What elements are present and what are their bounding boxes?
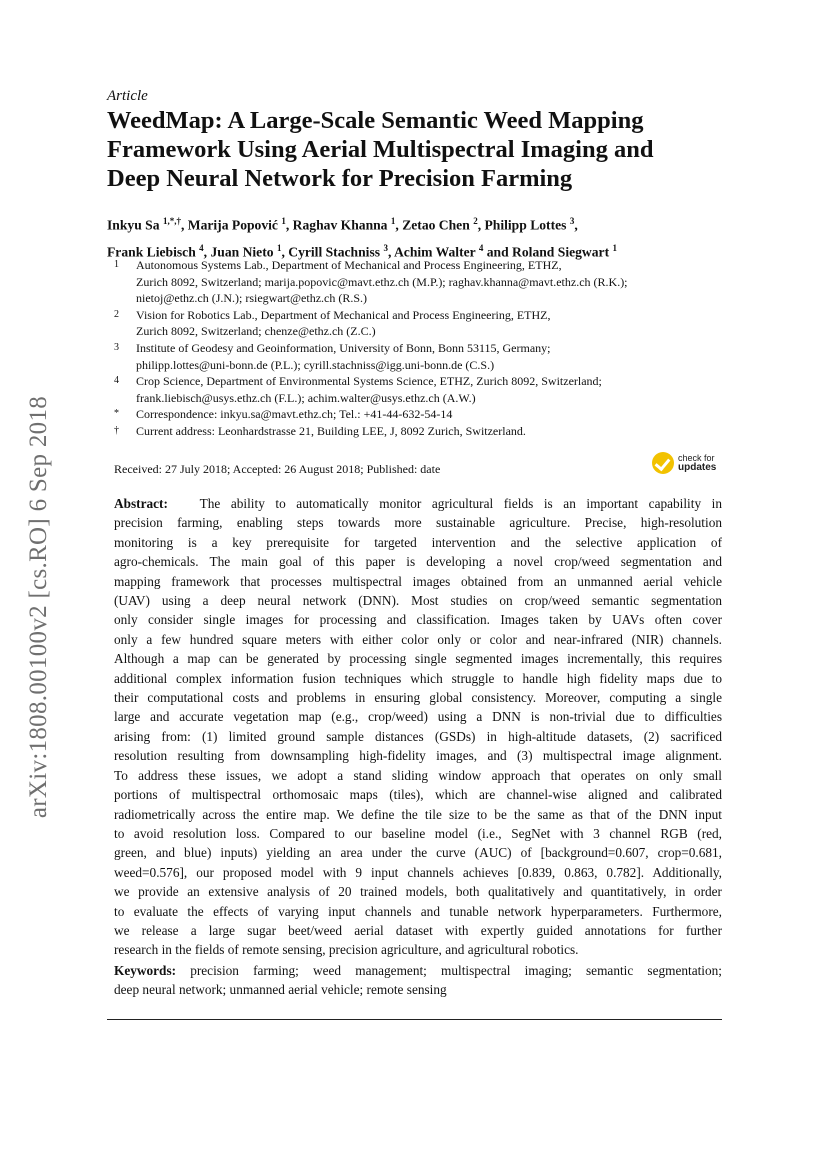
article-type-label: Article <box>107 88 148 104</box>
author-name: Marija Popović <box>187 217 278 233</box>
affiliation-mark: 3 <box>114 341 119 353</box>
author-name: Frank Liebisch <box>107 244 196 260</box>
affiliation-line: Crop Science, Department of Environmental Systems Science, ETHZ, Zurich 8092, Switzerland; <box>136 374 602 389</box>
affiliation-line: Zurich 8092, Switzerland; chenze@ethz.ch (Z.C.) <box>136 324 376 339</box>
abstract-line <box>114 805 722 824</box>
affiliation-mark: 1 <box>114 259 119 270</box>
author-name: Achim Walter <box>393 244 476 260</box>
abstract-text: radiometrically across the entire map. We define the tile size to be the same as that of the DNN input <box>114 806 722 822</box>
author-name: Inkyu Sa <box>107 217 160 233</box>
abstract-line <box>114 707 722 726</box>
affiliation-item <box>114 307 724 340</box>
check-for-updates-text <box>678 453 716 473</box>
author-affiliation-mark: 2 <box>473 216 478 226</box>
abstract-line <box>114 533 722 552</box>
author-affiliation-mark: 4 <box>199 242 204 253</box>
abstract-label: Abstract: <box>114 496 168 511</box>
abstract-text: The ability to automatically monitor agricultural fields is an important capability in <box>199 496 722 511</box>
affiliation-line: nietoj@ethz.ch (J.N.); rsiegwart@ethz.ch (R.S.) <box>136 291 368 306</box>
section-divider <box>107 1019 722 1020</box>
author-line: Frank Liebisch $^4$, Juan Nieto $^1$, Cyrill Stachniss $^3$, Achim Walter $^4$ and Roland Siegwart $^1$ <box>107 242 618 260</box>
paper-title <box>107 106 747 193</box>
abstract-line <box>114 785 722 804</box>
affiliation-item <box>114 406 724 423</box>
title-line: Framework Using Aerial Multispectral Imaging and <box>107 136 654 163</box>
title-line: WeedMap: A Large-Scale Semantic Weed Mapping <box>107 107 644 134</box>
abstract-text: only a few hundred square meters with either color only or color and near-infrared (NIR) channels. <box>114 631 722 647</box>
abstract-text: mapping framework that processes multispectral images obtained from an unmanned aerial vehicle <box>114 573 722 589</box>
keywords-text: precision farming; weed management; multispectral imaging; semantic segmentation; <box>190 963 722 978</box>
affiliation-mark: * <box>114 408 119 420</box>
abstract-line <box>114 921 722 940</box>
abstract-text: (UAV) using a deep neural network (DNN). Most studies on crop/weed semantic segmentation <box>114 593 722 609</box>
author-affiliation-mark: 3 <box>383 242 388 253</box>
affiliation-line: Correspondence: inkyu.sa@mavt.ethz.ch; Tel.: +41-44-632-54-14 <box>136 407 453 422</box>
affiliation-line: Autonomous Systems Lab., Department of Mechanical and Process Engineering, ETHZ, <box>136 258 562 272</box>
author-affiliation-mark: 1 <box>390 216 396 226</box>
abstract-text: additional complex information fusion techniques which struggle to handle high fidelity maps due to <box>114 670 722 686</box>
abstract-text: precision farming, enabling steps towards more sustainable agriculture. Precise, high-resolution <box>114 515 722 531</box>
abstract-text: to avoid resolution loss. Compared to our baseline model (i.e., SegNet with 3 channel RGB (red, <box>114 825 722 841</box>
author-name: Raghav Khanna <box>292 217 388 233</box>
author-list <box>107 210 727 263</box>
abstract-text: monitoring is a key prerequisite for targeted intervention and the selective application of <box>114 534 722 550</box>
keywords-line <box>114 980 722 999</box>
author-affiliation-mark: 1 <box>276 242 282 253</box>
abstract-text: their computational costs and problems in ensuring global consistency. Moreover, computing a single <box>114 690 722 706</box>
affiliation-mark: 2 <box>114 308 119 320</box>
abstract-text: Although a map can be generated by processing single segmented images incrementally, this requires <box>114 651 722 667</box>
author-name: Philipp Lottes <box>484 217 567 233</box>
abstract-line <box>114 882 722 901</box>
author-affiliation-mark: 1 <box>281 216 286 226</box>
abstract-text: large and accurate vegetation map (e.g., crop/weed) using a DNN is non-trivial due to difficulties <box>114 709 722 725</box>
abstract-line <box>114 513 722 532</box>
abstract-text: research in the fields of remote sensing, precision agriculture, and agricultural robotics. <box>114 942 579 958</box>
abstract-text: to evaluate the effects of varying input channels and tunable network hyperparameters. Furthermore, <box>114 903 722 919</box>
author-name: Zetao Chen <box>402 217 470 233</box>
affiliation-line: Institute of Geodesy and Geoinformation, University of Bonn, Bonn 53115, Germany; <box>136 340 551 355</box>
author-name: Cyrill Stachniss <box>288 244 381 260</box>
abstract-text: green, and blue) inputs) yielding an area under the curve (AUC) of [background=0.607, crop=0.681, <box>114 845 722 861</box>
author-affiliation-mark: 1,*,† <box>162 216 181 226</box>
abstract-line <box>114 669 722 688</box>
abstract-line <box>114 494 722 513</box>
abstract-line <box>114 727 722 746</box>
title-line: Deep Neural Network for Precision Farming <box>107 165 573 192</box>
keywords <box>114 961 722 1000</box>
affiliation-item <box>114 373 724 406</box>
author-name: Roland Siegwart <box>512 244 610 260</box>
affiliation-line: philipp.lottes@uni-bonn.de (P.L.); cyrill.stachniss@igg.uni-bonn.de (C.S.) <box>136 357 495 372</box>
affiliation-item <box>114 340 724 373</box>
author-affiliation-mark: 3 <box>569 216 575 226</box>
abstract-line <box>114 552 722 571</box>
affiliation-item <box>114 257 724 307</box>
abstract-text: we release a large sugar beet/weed aerial dataset with expertly guided annotations for further <box>114 922 722 938</box>
abstract-line <box>114 863 722 882</box>
abstract-text: To address these issues, we adopt a stand sliding window approach that operates on only small <box>114 767 722 783</box>
abstract-line <box>114 591 722 610</box>
abstract-line <box>114 688 722 707</box>
abstract-line <box>114 746 722 765</box>
author-line: Inkyu Sa $^{1,*,\dagger}$, Marija Popović $^1$, Raghav Khanna $^1$, Zetao Chen $^2$, Philipp Lottes $^3$, <box>107 216 578 233</box>
abstract-line <box>114 766 722 785</box>
abstract-text: portions of multispectral orthomosaic maps (tiles), which are channel-wise aligned and calibrated <box>114 787 722 803</box>
affiliation-item <box>114 423 724 440</box>
affiliation-mark: † <box>114 424 119 436</box>
affiliations <box>114 257 724 440</box>
abstract-text: agro-chemicals. The main goal of this paper is developing a novel crop/weed segmentation and <box>114 554 722 570</box>
abstract <box>114 494 722 960</box>
affiliation-line: frank.liebisch@usys.ethz.ch (F.L.); achim.walter@usys.ethz.ch (A.W.) <box>136 390 476 405</box>
abstract-line <box>114 610 722 629</box>
abstract-line <box>114 649 722 668</box>
check-for-updates-badge[interactable] <box>652 450 732 476</box>
abstract-line <box>114 843 722 862</box>
affiliation-line: Zurich 8092, Switzerland; marija.popovic@mavt.ethz.ch (M.P.); raghav.khanna@mavt.ethz.ch (R.K.); <box>136 274 628 289</box>
abstract-line <box>114 824 722 843</box>
check-for-updates-line: check for <box>678 453 715 463</box>
abstract-line <box>114 572 722 591</box>
abstract-line <box>114 940 722 959</box>
keywords-label: Keywords: <box>114 963 177 978</box>
abstract-text: resolution resulting from downsampling high-fidelity images, and (3) multispectral image alignment. <box>114 748 722 764</box>
updates-label: updates <box>678 462 717 473</box>
author-affiliation-mark: 1 <box>612 242 618 253</box>
author-name: Juan Nieto <box>210 244 274 260</box>
affiliation-mark: 4 <box>114 375 119 387</box>
author-affiliation-mark: 4 <box>478 242 484 253</box>
arxiv-identifier: arXiv:1808.00100v2 [cs.RO] 6 Sep 2018 <box>25 395 52 819</box>
abstract-text: arising from: (1) limited ground sample distances (GSDs) in high-altitude datasets, (2) sacrificed <box>114 728 722 744</box>
abstract-text: we provide an extensive analysis of 20 trained models, both qualitatively and quantitatively, in order <box>114 884 722 900</box>
abstract-text: weed=0.576], our proposed model with 9 input channels achieves [0.839, 0.863, 0.782]. Additionally, <box>114 864 722 880</box>
affiliation-line: Vision for Robotics Lab., Department of Mechanical and Process Engineering, ETHZ, <box>136 307 551 322</box>
abstract-line <box>114 902 722 921</box>
check-mark-icon <box>652 452 674 474</box>
publication-dates: Received: 27 July 2018; Accepted: 26 August 2018; Published: date <box>114 462 441 476</box>
keywords-line <box>114 961 722 980</box>
affiliation-line: Current address: Leonhardstrasse 21, Building LEE, J, 8092 Zurich, Switzerland. <box>136 423 526 438</box>
abstract-line <box>114 630 722 649</box>
keywords-text: deep neural network; unmanned aerial vehicle; remote sensing <box>114 982 447 998</box>
abstract-text: only consider single images for processing and classification. Images taken by UAVs often cover <box>114 612 722 628</box>
